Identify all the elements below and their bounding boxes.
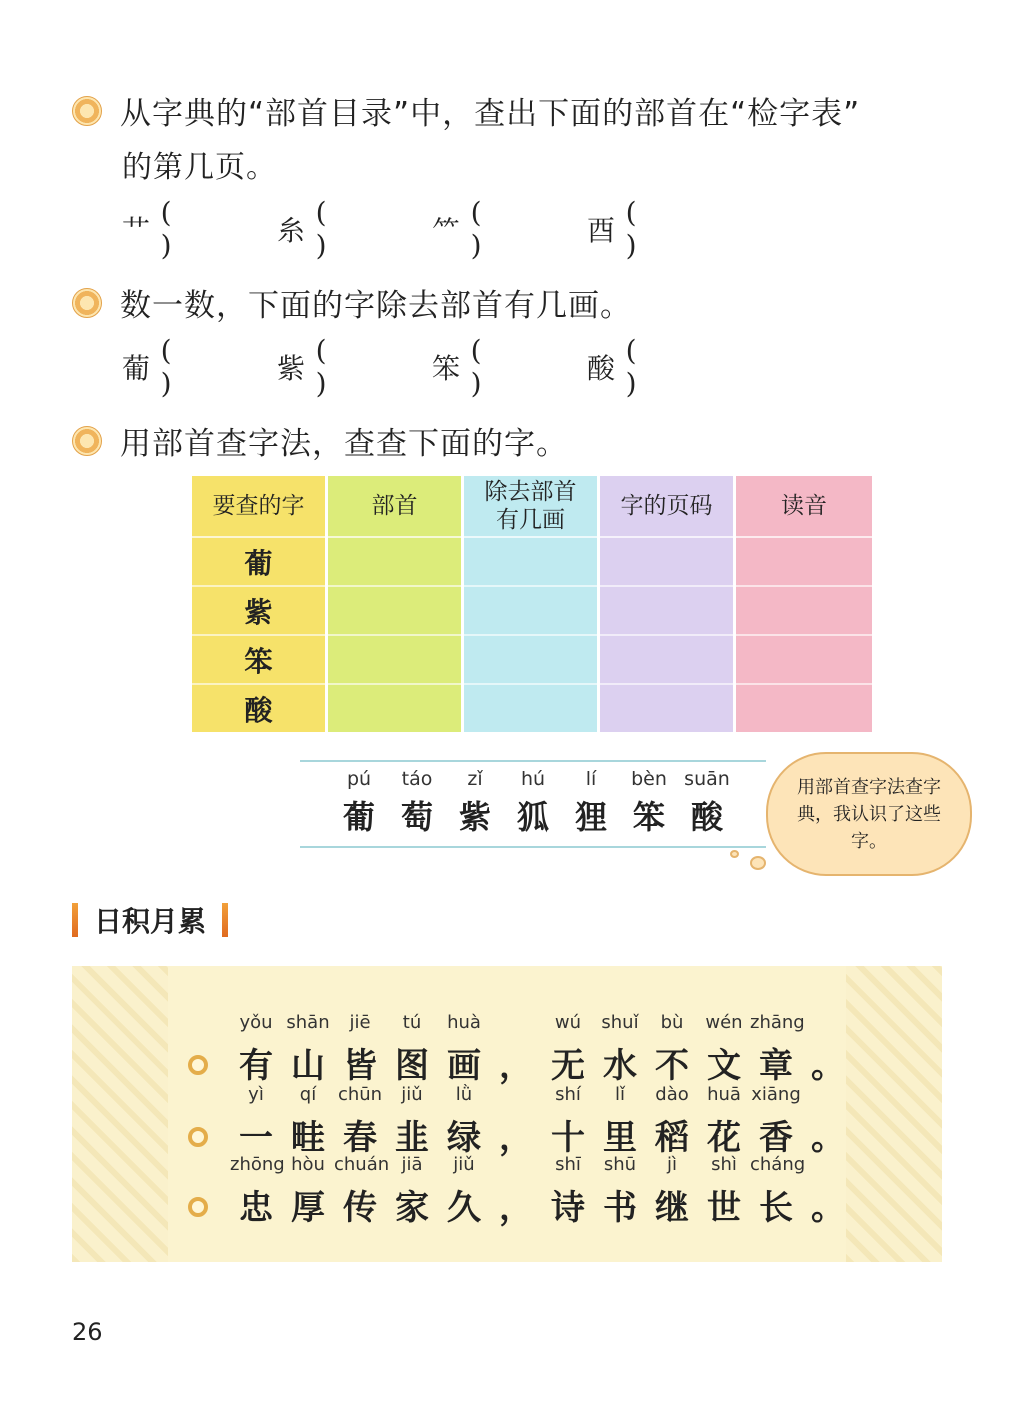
pinyin: bèn [631, 768, 667, 790]
table-cell-empty[interactable] [328, 685, 461, 732]
pinyin: táo [401, 768, 433, 790]
proverb-char [542, 1012, 594, 1087]
answer-blank[interactable]: ( ) [625, 196, 673, 262]
pinyin: shí [555, 1084, 581, 1105]
char-blanks [122, 334, 742, 400]
proverb-char [282, 1012, 334, 1087]
hanzi: 不 [655, 1046, 689, 1086]
answer-blank[interactable]: ( ) [470, 334, 518, 400]
proverb-row [188, 1154, 854, 1229]
header-line: 除去部首 [484, 479, 577, 505]
proverb-char [386, 1154, 438, 1229]
pinyin: dào [655, 1084, 689, 1105]
hanzi: 文 [707, 1046, 741, 1086]
hanzi: 无 [551, 1046, 585, 1086]
char: 葡 [122, 352, 151, 385]
lattice-pattern-icon [72, 966, 168, 1262]
table-cell-empty[interactable] [600, 587, 733, 636]
pinyin: lí [585, 768, 597, 790]
lattice-pattern-icon [846, 966, 942, 1262]
column-radical [328, 476, 464, 732]
proverb-char [698, 1012, 750, 1087]
table-cell-empty[interactable] [464, 636, 597, 685]
table-cell-empty[interactable] [600, 636, 733, 685]
answer-blank[interactable]: ( ) [315, 334, 363, 400]
pinyin: hòu [291, 1154, 325, 1175]
vocab-item [388, 768, 446, 838]
pinyin: cháng [750, 1154, 806, 1175]
flower-bullet-icon [72, 426, 102, 456]
hanzi: 花 [707, 1118, 741, 1158]
column-header: 字的页码 [600, 476, 733, 538]
table-cell-empty[interactable] [736, 636, 872, 685]
pinyin: yǒu [239, 1012, 273, 1033]
answer-blank[interactable]: ( ) [315, 196, 363, 262]
hanzi: 继 [655, 1188, 689, 1228]
hanzi: 厚 [291, 1188, 325, 1228]
proverb-char [230, 1012, 282, 1087]
table-cell-char: 酸 [244, 693, 273, 727]
pinyin: jì [666, 1154, 677, 1175]
pinyin: pú [346, 768, 372, 790]
hanzi: 书 [603, 1188, 637, 1228]
proverb-char [438, 1084, 490, 1159]
column-page [600, 476, 736, 732]
pinyin: jiē [349, 1012, 371, 1033]
pinyin: jiǔ [401, 1084, 423, 1105]
pinyin: jiǔ [453, 1154, 475, 1175]
radical: 艹 [122, 214, 151, 247]
header-line: 有几画 [496, 507, 565, 533]
radical: ⺮ [432, 214, 461, 247]
proverb-char [698, 1154, 750, 1229]
proverb-char [646, 1084, 698, 1159]
hanzi: 狐 [516, 798, 549, 836]
answer-blank[interactable]: ( ) [625, 334, 673, 400]
heading-bar-icon [72, 903, 78, 937]
answer-blank[interactable]: ( ) [160, 196, 208, 262]
hanzi: 有 [239, 1046, 273, 1086]
column-reading [736, 476, 872, 732]
question-1-text: 从字典的“部首目录”中，查出下面的部首在“检字表” [120, 96, 861, 132]
punctuation: ， [499, 1118, 533, 1158]
punctuation: 。 [811, 1118, 845, 1158]
proverb-char [750, 1154, 806, 1229]
answer-blank[interactable]: ( ) [160, 334, 208, 400]
hanzi: 诗 [551, 1188, 585, 1228]
vocab-strip [300, 760, 766, 848]
pinyin: tú [402, 1012, 422, 1033]
pinyin: lǐ [614, 1084, 625, 1105]
proverb-char [230, 1154, 285, 1229]
hanzi: 里 [603, 1118, 637, 1158]
question-1 [72, 88, 860, 133]
hanzi: 章 [759, 1046, 793, 1086]
section-heading [72, 900, 228, 940]
pinyin: jiā [401, 1154, 423, 1175]
proverb-char [438, 1012, 490, 1087]
pinyin: bù [660, 1012, 684, 1033]
hanzi: 皆 [343, 1046, 377, 1086]
circle-bullet-icon [188, 1197, 208, 1217]
column-strokes [464, 476, 600, 732]
proverb-char [594, 1012, 646, 1087]
vocab-item [562, 768, 620, 838]
column-header: 部首 [328, 476, 461, 538]
proverb-char [542, 1084, 594, 1159]
hanzi: 长 [759, 1188, 793, 1228]
pinyin: wú [554, 1012, 582, 1033]
proverb-char [282, 1154, 334, 1229]
circle-bullet-icon [188, 1127, 208, 1147]
proverb-char [282, 1084, 334, 1159]
hanzi: 狸 [574, 798, 607, 836]
pinyin: shì [711, 1154, 737, 1175]
table-cell-empty[interactable] [600, 685, 733, 732]
hanzi: 畦 [291, 1118, 325, 1158]
flower-bullet-icon [72, 288, 102, 318]
proverb-char [646, 1012, 698, 1087]
column-header [464, 476, 597, 538]
proverb-row [188, 1084, 854, 1159]
punctuation: ， [499, 1188, 533, 1228]
proverb-char [386, 1012, 438, 1087]
hanzi: 山 [291, 1046, 325, 1086]
proverb-char [698, 1084, 750, 1159]
proverb-char [334, 1012, 386, 1087]
table-cell-empty[interactable] [328, 636, 461, 685]
table-cell-empty[interactable] [464, 685, 597, 732]
page-number: 26 [72, 1318, 103, 1346]
proverb-char [230, 1084, 282, 1159]
column-header: 要查的字 [192, 476, 325, 538]
heading-bar-icon [222, 903, 228, 937]
vocab-item [620, 768, 678, 838]
hanzi: 一 [239, 1118, 273, 1158]
pinyin: hú [520, 768, 546, 790]
answer-blank[interactable]: ( ) [470, 196, 518, 262]
char: 酸 [587, 352, 616, 385]
radical-blanks [122, 196, 742, 262]
pinyin: shān [286, 1012, 330, 1033]
bubble-tail-icon [750, 856, 766, 870]
column-char [192, 476, 328, 732]
table-cell-empty[interactable] [736, 538, 872, 587]
hanzi: 图 [395, 1046, 429, 1086]
question-3 [72, 418, 568, 463]
hanzi: 水 [603, 1046, 637, 1086]
char: 紫 [277, 352, 306, 385]
hanzi: 春 [343, 1118, 377, 1158]
hanzi: 久 [447, 1188, 481, 1228]
hanzi: 酸 [690, 798, 723, 836]
question-2-text: 数一数，下面的字除去部首有几画。 [120, 288, 632, 324]
vocab-item [446, 768, 504, 838]
hanzi: 萄 [400, 798, 433, 836]
hanzi: 稻 [655, 1118, 689, 1158]
proverb-char [334, 1154, 390, 1229]
question-3-text: 用部首查字法，查查下面的字。 [120, 426, 568, 462]
hanzi: 传 [343, 1188, 377, 1228]
proverb-char [438, 1154, 490, 1229]
table-cell-empty[interactable] [736, 587, 872, 636]
question-2 [72, 280, 632, 325]
punctuation: 。 [811, 1046, 845, 1086]
bubble-text: 用部首查字法查字典，我认识了这些字。 [797, 776, 941, 852]
hanzi: 绿 [447, 1118, 481, 1158]
pinyin: yì [248, 1084, 264, 1105]
hanzi: 紫 [458, 798, 491, 836]
table-cell-empty[interactable] [736, 685, 872, 732]
bubble-tail-icon [730, 850, 739, 858]
pinyin: huā [707, 1084, 741, 1105]
speech-bubble [766, 752, 972, 876]
hanzi: 忠 [239, 1188, 273, 1228]
vocab-item [330, 768, 388, 838]
table-cell-char: 紫 [192, 587, 325, 636]
question-1-text-cont: 的第几页。 [122, 150, 277, 185]
section-title: 日积月累 [94, 905, 207, 938]
proverb-char [386, 1084, 438, 1159]
flower-bullet-icon [72, 96, 102, 126]
pinyin: chuán [334, 1154, 390, 1175]
radical: 酉 [587, 214, 616, 247]
lookup-table [192, 476, 872, 732]
hanzi: 笨 [632, 798, 665, 836]
pinyin: lǜ [455, 1084, 473, 1105]
pinyin: chūn [337, 1084, 383, 1105]
punctuation: ， [499, 1046, 533, 1086]
radical: 糸 [277, 214, 306, 247]
hanzi: 葡 [342, 798, 375, 836]
proverb-char [594, 1154, 646, 1229]
proverb-char [750, 1012, 805, 1087]
pinyin: suān [684, 768, 730, 790]
pinyin: zhāng [750, 1012, 805, 1033]
pinyin: shū [603, 1154, 637, 1175]
circle-bullet-icon [188, 1055, 208, 1075]
table-cell-empty[interactable] [600, 538, 733, 587]
hanzi: 十 [551, 1118, 585, 1158]
hanzi: 香 [759, 1118, 793, 1158]
proverb-char [334, 1084, 386, 1159]
pinyin: huà [447, 1012, 481, 1033]
pinyin: shuǐ [601, 1012, 639, 1033]
pinyin: zhōng [230, 1154, 285, 1175]
punctuation: 。 [811, 1188, 845, 1228]
table-cell-char: 葡 [192, 538, 325, 587]
pinyin: zǐ [467, 768, 483, 790]
pinyin: shī [555, 1154, 581, 1175]
pinyin: wén [705, 1012, 743, 1033]
vocab-item [504, 768, 562, 838]
proverb-char [750, 1084, 802, 1159]
table-cell-empty[interactable] [464, 587, 597, 636]
vocab-item [678, 768, 736, 838]
hanzi: 世 [707, 1188, 741, 1228]
pinyin: xiāng [751, 1084, 801, 1105]
pinyin: qí [299, 1084, 317, 1105]
proverb-row [188, 1012, 854, 1087]
char: 笨 [432, 352, 461, 385]
table-cell-char: 笨 [192, 636, 325, 685]
proverb-char [594, 1084, 646, 1159]
column-header: 读音 [736, 476, 872, 538]
table-cell-empty[interactable] [328, 538, 461, 587]
hanzi: 韭 [395, 1118, 429, 1158]
table-cell-empty[interactable] [328, 587, 461, 636]
hanzi: 画 [447, 1046, 481, 1086]
proverb-char [542, 1154, 594, 1229]
table-cell-empty[interactable] [464, 538, 597, 587]
proverb-char [646, 1154, 698, 1229]
hanzi: 家 [395, 1188, 429, 1228]
